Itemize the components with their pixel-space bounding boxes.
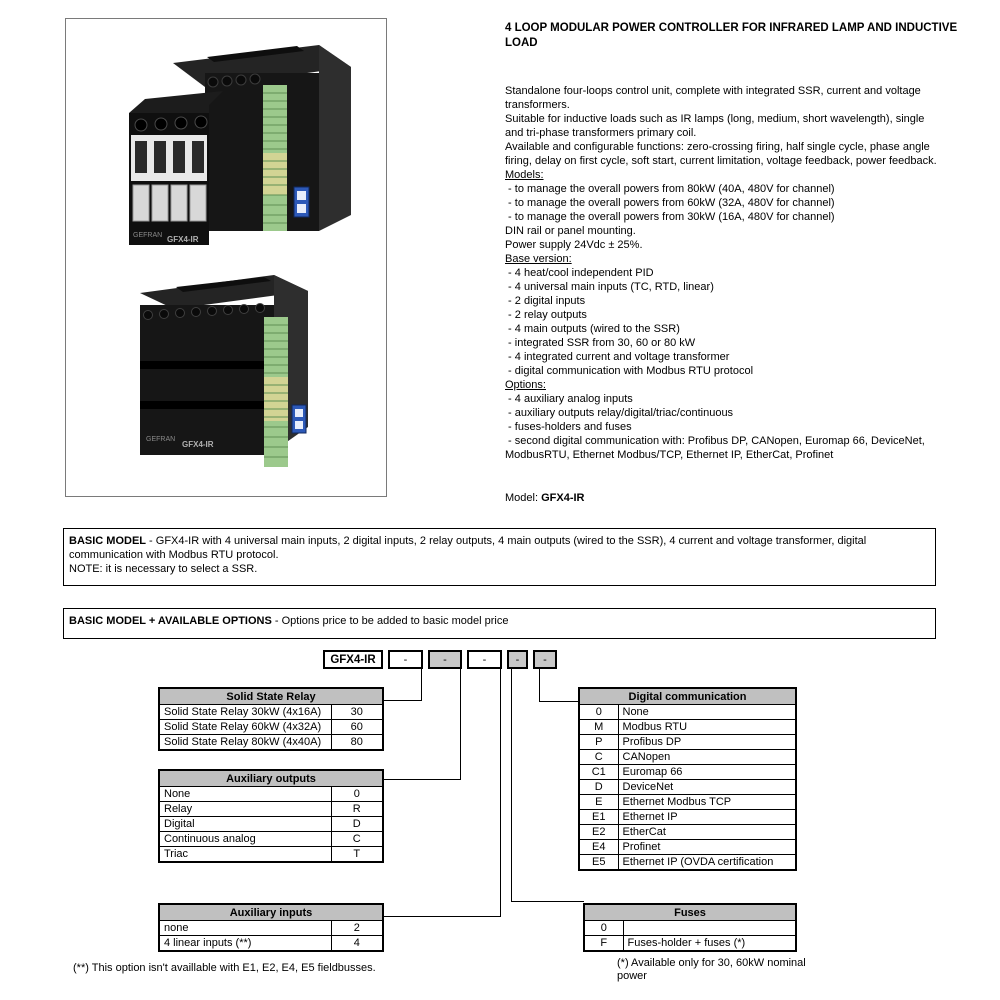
connector-line xyxy=(382,779,461,780)
aux-outputs-table xyxy=(158,769,384,863)
option-label-cell: Ethernet IP (OVDA certification xyxy=(618,855,796,871)
option-code-cell: D xyxy=(331,817,383,832)
table-header: Fuses xyxy=(584,904,796,921)
description-line: DIN rail or panel mounting. xyxy=(505,225,636,237)
order-code-slot-ssr: - xyxy=(388,650,423,669)
device-side-face xyxy=(319,45,351,231)
description-line: - to manage the overall powers from 80kW (40A, 480V for channel) xyxy=(505,183,835,195)
option-code-cell: F xyxy=(584,936,623,952)
digital-comm-table xyxy=(578,687,797,871)
table-row xyxy=(159,936,383,952)
table-row xyxy=(159,735,383,751)
option-label-cell: Triac xyxy=(159,847,331,863)
option-label-cell: Relay xyxy=(159,802,331,817)
connector-line xyxy=(500,668,501,917)
product-photo-with-fuses xyxy=(111,35,361,257)
aux-inputs-footnote: (**) This option isn't availlable with E1, E2, E4, E5 fieldbusses. xyxy=(73,962,376,974)
description-line: Standalone four-loops control unit, complete with integrated SSR, current and voltage xyxy=(505,85,921,97)
option-label-cell: EtherCat xyxy=(618,825,796,840)
option-label-cell: DeviceNet xyxy=(618,780,796,795)
option-label-cell: Fuses-holder + fuses (*) xyxy=(623,936,796,952)
option-label-cell: Profibus DP xyxy=(618,735,796,750)
option-label-cell: Profinet xyxy=(618,840,796,855)
table-row xyxy=(584,936,796,952)
description-line: ModbusRTU, Ethernet Modbus/TCP, Ethernet IP, EtherCat, Profinet xyxy=(505,449,834,461)
connector-line xyxy=(511,901,584,902)
option-code-cell: E2 xyxy=(579,825,618,840)
description-line: - 2 digital inputs xyxy=(505,295,586,307)
description-line: Suitable for inductive loads such as IR lamps (long, medium, short wavelength), single xyxy=(505,113,925,125)
option-label-cell: Modbus RTU xyxy=(618,720,796,735)
options-banner xyxy=(63,608,936,639)
option-code-cell: P xyxy=(579,735,618,750)
aux-inputs-table xyxy=(158,903,384,952)
option-code-cell: E5 xyxy=(579,855,618,871)
table-row xyxy=(579,705,796,720)
table-row xyxy=(159,921,383,936)
description-line: - 4 universal main inputs (TC, RTD, linear) xyxy=(505,281,714,293)
fuses-table xyxy=(583,903,797,952)
table-row xyxy=(159,847,383,863)
option-label-cell xyxy=(623,921,796,936)
connector-line xyxy=(460,668,461,780)
option-code-cell: 0 xyxy=(579,705,618,720)
option-label-cell: Euromap 66 xyxy=(618,765,796,780)
option-code-cell: 4 xyxy=(331,936,383,952)
option-code-cell: C xyxy=(579,750,618,765)
model-label: Model: xyxy=(505,492,539,504)
description-line: - second digital communication with: Profibus DP, CANopen, Euromap 66, DeviceNet, xyxy=(505,435,925,447)
connector-line xyxy=(382,700,422,701)
description-line: - to manage the overall powers from 30kW (16A, 480V for channel) xyxy=(505,211,835,223)
connector-line xyxy=(421,668,422,701)
option-label-cell: Solid State Relay 60kW (4x32A) xyxy=(159,720,331,735)
basic-model-banner xyxy=(63,528,936,586)
description-line: - auxiliary outputs relay/digital/triac/continuous xyxy=(505,407,734,419)
table-header: Solid State Relay xyxy=(159,688,383,705)
ssr-options-table xyxy=(158,687,384,751)
options-heading: Options: xyxy=(505,379,546,391)
order-code-slot-aux-inputs: - xyxy=(467,650,502,669)
description-line: and tri-phase transformers primary coil. xyxy=(505,127,697,139)
table-row xyxy=(579,720,796,735)
table-row xyxy=(159,720,383,735)
table-row xyxy=(159,787,383,802)
order-code-slot-aux-outputs: - xyxy=(428,650,462,669)
table-row xyxy=(579,855,796,871)
table-row xyxy=(579,840,796,855)
description-line: - integrated SSR from 30, 60 or 80 kW xyxy=(505,337,696,349)
table-header: Digital communication xyxy=(579,688,796,705)
option-code-cell: R xyxy=(331,802,383,817)
options-banner-heading: BASIC MODEL + AVAILABLE OPTIONS xyxy=(69,615,272,627)
option-label-cell: None xyxy=(618,705,796,720)
connector-line xyxy=(539,701,579,702)
option-label-cell: 4 linear inputs (**) xyxy=(159,936,331,952)
options-banner-text: BASIC MODEL + AVAILABLE OPTIONS - Options price to be added to basic model price xyxy=(69,615,509,627)
model-label-on-device: GFX4-IR xyxy=(167,235,199,244)
table-row xyxy=(579,810,796,825)
description-line: - digital communication with Modbus RTU protocol xyxy=(505,365,754,377)
connector-line xyxy=(511,668,512,902)
option-code-cell: 80 xyxy=(331,735,383,751)
table-row xyxy=(159,705,383,720)
description-line: transformers. xyxy=(505,99,570,111)
option-code-cell: T xyxy=(331,847,383,863)
base-version-heading: Base version: xyxy=(505,253,572,265)
option-label-cell: Ethernet IP xyxy=(618,810,796,825)
table-row xyxy=(159,802,383,817)
model-value: GFX4-IR xyxy=(541,492,585,504)
description-line: Available and configurable functions: zero-crossing firing, half single cycle, phase angle xyxy=(505,141,930,153)
fuses-footnote: (*) Available only for 30, 60kW nominal power xyxy=(617,957,806,982)
connector-line xyxy=(539,668,540,702)
description-line: - 4 heat/cool independent PID xyxy=(505,267,654,279)
option-label-cell: Digital xyxy=(159,817,331,832)
option-label-cell: CANopen xyxy=(618,750,796,765)
table-row xyxy=(579,825,796,840)
table-row xyxy=(159,832,383,847)
option-code-cell: E xyxy=(579,795,618,810)
option-label-cell: None xyxy=(159,787,331,802)
table-header: Auxiliary inputs xyxy=(159,904,383,921)
description-line: - to manage the overall powers from 60kW (32A, 480V for channel) xyxy=(505,197,835,209)
product-photo-base-unit xyxy=(124,265,339,475)
option-code-cell: M xyxy=(579,720,618,735)
models-heading: Models: xyxy=(505,169,544,181)
option-code-cell: E4 xyxy=(579,840,618,855)
table-header: Auxiliary outputs xyxy=(159,770,383,787)
basic-model-heading: BASIC MODEL xyxy=(69,535,146,547)
table-row xyxy=(579,750,796,765)
product-photo-panel xyxy=(65,18,387,497)
option-code-cell: 0 xyxy=(331,787,383,802)
brand-label: GEFRAN xyxy=(133,232,163,239)
table-row xyxy=(584,921,796,936)
description-block xyxy=(505,84,937,462)
order-code-slot-fuses: - xyxy=(507,650,528,669)
option-code-cell: 60 xyxy=(331,720,383,735)
option-label-cell: Continuous analog xyxy=(159,832,331,847)
description-line: - 4 integrated current and voltage transformer xyxy=(505,351,730,363)
option-code-cell: 0 xyxy=(584,921,623,936)
option-code-cell: C1 xyxy=(579,765,618,780)
option-label-cell: none xyxy=(159,921,331,936)
brand-label: GEFRAN xyxy=(146,436,176,443)
option-code-cell: C xyxy=(331,832,383,847)
option-code-cell: 2 xyxy=(331,921,383,936)
table-row xyxy=(579,795,796,810)
basic-model-note: NOTE: it is necessary to select a SSR. xyxy=(69,563,258,575)
basic-model-text: BASIC MODEL - GFX4-IR with 4 universal main inputs, 2 digital inputs, 2 relay outputs, 4 main outputs (wired to the SSR), 4 current and voltage transformer, digital communication with Modbus RTU protocol. xyxy=(69,535,867,561)
table-row xyxy=(579,765,796,780)
model-label-on-device: GFX4-IR xyxy=(182,440,214,449)
option-code-cell: D xyxy=(579,780,618,795)
option-label-cell: Solid State Relay 30kW (4x16A) xyxy=(159,705,331,720)
option-label-cell: Solid State Relay 80kW (4x40A) xyxy=(159,735,331,751)
device-front-face xyxy=(140,305,274,455)
option-code-cell: 30 xyxy=(331,705,383,720)
option-label-cell: Ethernet Modbus TCP xyxy=(618,795,796,810)
table-row xyxy=(579,780,796,795)
table-row xyxy=(159,817,383,832)
description-line: - fuses-holders and fuses xyxy=(505,421,632,433)
model-reference xyxy=(505,492,585,504)
order-code-model-box: GFX4-IR xyxy=(323,650,383,669)
description-line: - 4 main outputs (wired to the SSR) xyxy=(505,323,680,335)
option-code-cell: E1 xyxy=(579,810,618,825)
order-code-slot-digital-comm: - xyxy=(533,650,557,669)
description-line: - 2 relay outputs xyxy=(505,309,587,321)
table-row xyxy=(579,735,796,750)
description-line: - 4 auxiliary analog inputs xyxy=(505,393,633,405)
description-line: Power supply 24Vdc ± 25%. xyxy=(505,239,643,251)
page-title: 4 LOOP MODULAR POWER CONTROLLER FOR INFRARED LAMP AND INDUCTIVE LOAD xyxy=(505,22,958,49)
description-line: firing, delay on first cycle, soft start, current limitation, voltage feedback, power feedback. xyxy=(505,155,937,167)
connector-line xyxy=(382,916,501,917)
